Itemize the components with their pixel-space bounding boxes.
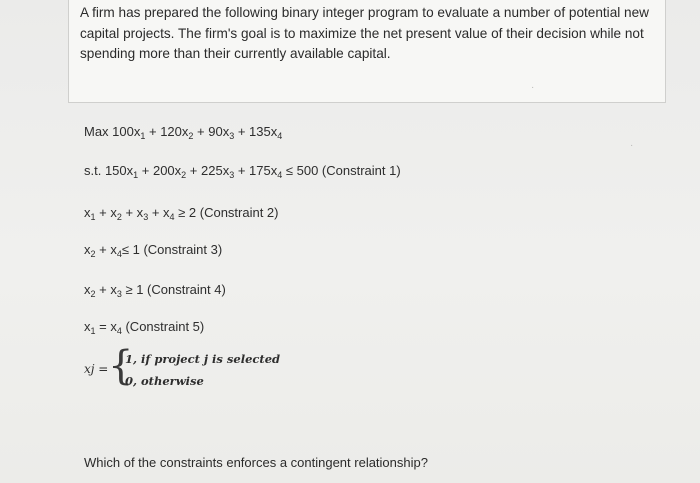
intro-text: A firm has prepared the following binary integer program to evaluate a number of potential new capital projects. The firm's goal is to maximize the net present value of their decision while not spending more than their currently available capital. xyxy=(80,5,649,61)
binary-variable-definition xyxy=(84,343,324,396)
constraint-3: $x_2 + x_4\le 1$ (Constraint 3) xyxy=(84,242,223,259)
stray-mark: · xyxy=(531,82,535,93)
brace: { xyxy=(108,343,134,389)
constraint-2: $x_1 + x_2 + x_3 + x_4 \ge 2$ (Constraint 2) xyxy=(84,205,279,222)
case-otherwise: 0, otherwise xyxy=(125,374,204,388)
objective-function: Max $100x_1 + 120x_2 + 90x_3 + 135x_4$ xyxy=(84,124,283,141)
constraint-5: $x_1 = x_4$ (Constraint 5) xyxy=(84,319,205,336)
constraint-4: $x_2 + x_3 \ge 1$ (Constraint 4) xyxy=(84,282,226,299)
question-text: Which of the constraints enforces a contingent relationship? xyxy=(84,455,428,470)
stray-mark: · xyxy=(630,140,634,151)
case-selected: 1, if project j is selected xyxy=(125,352,281,366)
constraint-1: s.t. $150x_1 + 200x_2 + 225x_3 + 175x_4 \le 500$ (Constraint 1) xyxy=(84,163,401,180)
variable-label: xj = xyxy=(84,362,109,376)
